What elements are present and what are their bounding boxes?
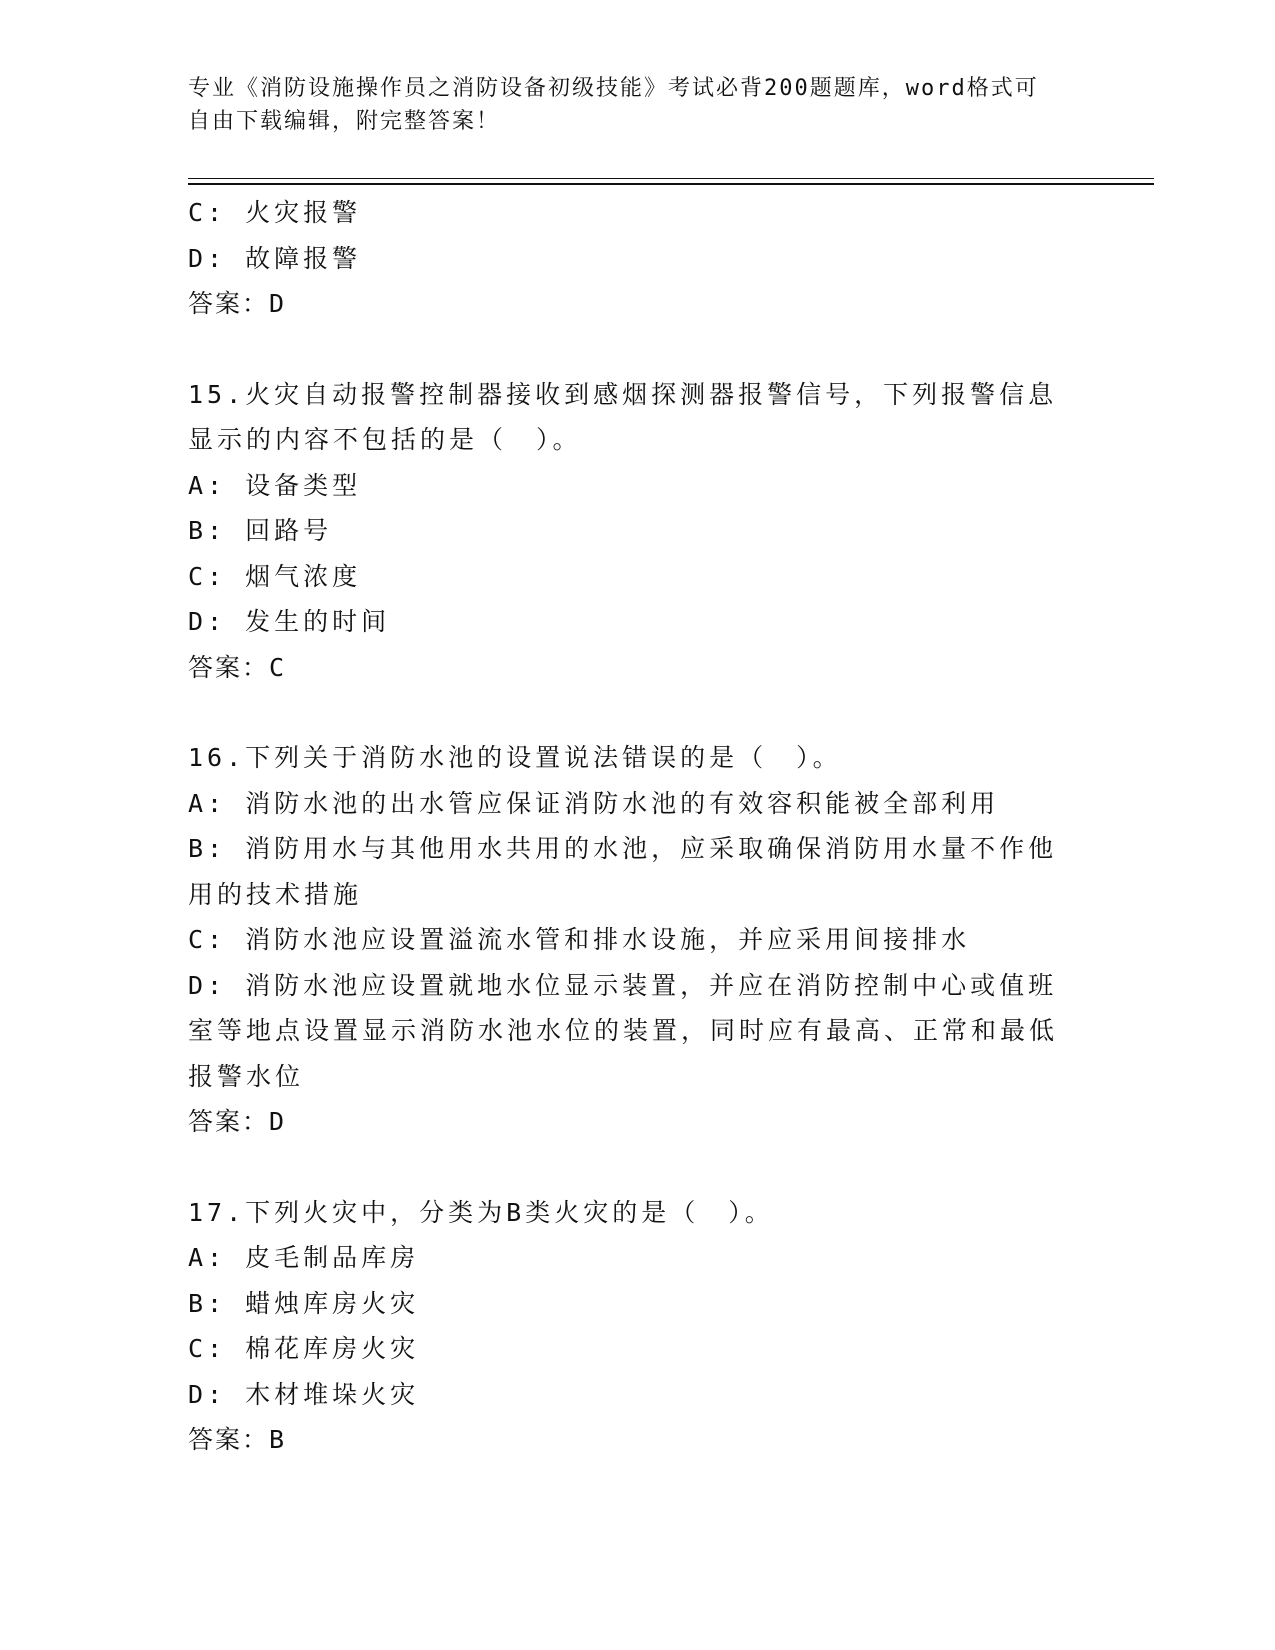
option-c: C: 火灾报警 (188, 198, 362, 227)
header-divider-thin (188, 178, 1154, 179)
header-line-2: 自由下载编辑，附完整答案！ (188, 109, 501, 134)
question-stem: 16.下列关于消防水池的设置说法错误的是（ ）。 (188, 743, 842, 772)
header-divider-thick (188, 183, 1154, 185)
option-d: D: 故障报警 (188, 243, 362, 273)
question-16 (188, 735, 1088, 1145)
question-list (188, 190, 1088, 1463)
answer-line: 答案：B (188, 1425, 287, 1454)
prev-question (188, 190, 1088, 327)
option-d: D: 消防水池应设置就地水位显示装置，并应在消防控制中心或值班室等地点设置显示消防水池水位的装置，同时应有最高、正常和最低报警水位 (188, 970, 1059, 1091)
option-d: D: 木材堆垛火灾 (188, 1379, 420, 1409)
option-b: B: 消防用水与其他用水共用的水池，应采取确保消防用水量不作他用的技术措施 (188, 834, 1058, 909)
document-header (188, 72, 1068, 138)
option-a: A: 消防水池的出水管应保证消防水池的有效容积能被全部利用 (188, 788, 1000, 818)
option-d: D: 发生的时间 (188, 607, 391, 636)
question-stem: 15.火灾自动报警控制器接收到感烟探测器报警信号，下列报警信息显示的内容不包括的是（ ）。 (188, 379, 1058, 454)
option-b: B: 回路号 (188, 516, 333, 545)
option-a: A: 皮毛制品库房 (188, 1243, 420, 1272)
option-c: C: 消防水池应设置溢流水管和排水设施，并应采用间接排水 (188, 925, 971, 954)
question-15 (188, 372, 1088, 691)
question-17 (188, 1190, 1088, 1463)
answer-line: 答案：D (188, 1107, 287, 1136)
answer-line: 答案：C (188, 652, 287, 682)
option-c: C: 棉花库房火灾 (188, 1334, 420, 1363)
option-b: B: 蜡烛库房火灾 (188, 1288, 420, 1318)
answer-line: 答案：D (188, 289, 287, 318)
header-line-1: 专业《消防设施操作员之消防设备初级技能》考试必背200题题库，word格式可 (188, 76, 1039, 101)
question-stem: 17.下列火灾中，分类为B类火灾的是（ ）。 (188, 1197, 774, 1227)
option-c: C: 烟气浓度 (188, 561, 362, 591)
option-a: A: 设备类型 (188, 470, 362, 500)
